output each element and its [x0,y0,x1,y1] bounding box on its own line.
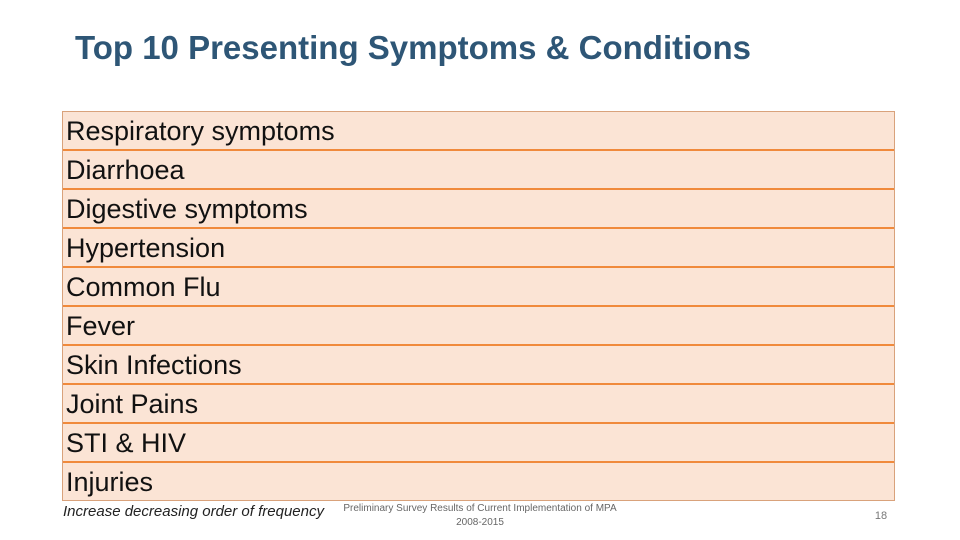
list-item: Hypertension [63,229,894,268]
list-item: Common Flu [63,268,894,307]
source-title: Preliminary Survey Results of Current Implementation of MPA [343,503,617,514]
symptoms-list [62,111,895,501]
list-item: STI & HIV [63,424,894,463]
source-caption [330,502,630,530]
footnote: Increase decreasing order of frequency [63,503,324,520]
list-item: Digestive symptoms [63,190,894,229]
list-item: Joint Pains [63,385,894,424]
list-item: Skin Infections [63,346,894,385]
list-item: Fever [63,307,894,346]
slide-title: Top 10 Presenting Symptoms & Conditions [75,29,751,66]
page-number: 18 [874,510,888,522]
list-item: Diarrhoea [63,151,894,190]
list-item: Injuries [66,467,154,497]
source-years: 2008-2015 [456,517,504,528]
list-item: Respiratory symptoms [63,112,894,151]
